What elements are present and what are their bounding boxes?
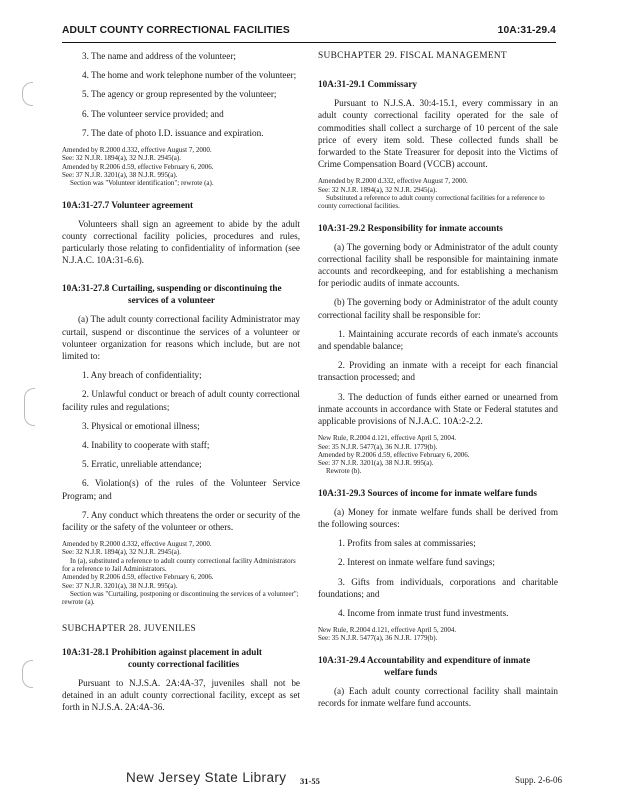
section-body: (a) Each adult county correctional facility shall maintain records for inmate welfare fund accounts. [318, 685, 558, 708]
list-item: 4. The home and work telephone number of the volunteer; [82, 70, 297, 81]
list-item: 3. The deduction of funds either earned or unearned from inmate accounts in accordance with State or Federal statutes and applicable provisions of N.J.A.C. 10A:2-2.2. [318, 391, 558, 427]
section-heading: 10A:31-29.4 Accountability and expenditure of inmate [318, 654, 531, 665]
history-note: In (a), substituted a reference to adult county correctional facility Administrators for a reference to Jail Administrators. [62, 556, 296, 574]
history-note: See: 35 N.J.R. 5477(a), 36 N.J.R. 1779(b). [318, 634, 438, 643]
history-note: Section was "Curtailing, postponing or discontinuing the services of a volunteer"; rewrote (a). [62, 589, 299, 607]
running-header [62, 20, 556, 43]
header-section-number: 10A:31-29.4 [497, 25, 556, 36]
history-note: See: 32 N.J.R. 1894(a), 32 N.J.R. 2945(a). [62, 548, 181, 557]
binder-hole-mark [22, 82, 33, 106]
section-body: (a) The adult county correctional facility Administrator may curtail, suspend or discontinue the services of a volunteer or volunteer organization for reasons which include, but are not limited to: [62, 314, 300, 361]
left-column [62, 50, 300, 713]
section-heading: 10A:31-29.3 Sources of income for inmate welfare funds [318, 487, 537, 498]
history-note: See: 32 N.J.R. 1894(a), 32 N.J.R. 2945(a). [318, 185, 437, 194]
list-item: 7. The date of photo I.D. issuance and expiration. [82, 127, 264, 138]
section-body: (b) The governing body or Administrator of the adult county correctional facility shall be responsible for: [318, 297, 558, 320]
history-note: Amended by R.2006 d.59, effective February 6, 2006. [62, 162, 214, 171]
history-note: See: 35 N.J.R. 5477(a), 36 N.J.R. 1779(b). [318, 442, 438, 451]
history-note: Amended by R.2006 d.59, effective February 6, 2006. [62, 573, 214, 582]
list-item: 6. The volunteer service provided; and [82, 108, 224, 119]
history-note: See: 32 N.J.R. 1894(a), 32 N.J.R. 2945(a). [62, 154, 181, 163]
list-item: 2. Providing an inmate with a receipt for each financial transaction processed; and [318, 360, 558, 383]
section-body: Volunteers shall sign an agreement to abide by the adult county correctional facility policies, procedures and rules, particularly those relating to confidentiality of information (see N.J.A.C. 10A:31-6.6). [62, 218, 300, 266]
section-heading-cont: services of a volunteer [128, 295, 215, 306]
history-note: Section was "Volunteer identification"; rewrote (a). [70, 179, 214, 188]
history-note: Substituted a reference to adult county correctional facilities for a reference to county correctional facilities. [318, 194, 545, 211]
list-item: 2. Unlawful conduct or breach of adult county correctional facility rules and regulations; [62, 389, 300, 412]
subchapter-heading: SUBCHAPTER 28. JUVENILES [62, 623, 197, 634]
section-body: (a) Money for inmate welfare funds shall be derived from the following sources: [318, 506, 558, 529]
list-item: 4. Income from inmate trust fund investments. [338, 607, 509, 618]
section-heading-cont: county correctional facilities [128, 658, 240, 669]
section-heading: 10A:31-29.1 Commissary [318, 79, 418, 90]
section-heading: 10A:31-27.8 Curtailing, suspending or discontinuing the [62, 283, 282, 294]
list-item: 4. Inability to cooperate with staff; [82, 439, 210, 450]
header-title: ADULT COUNTY CORRECTIONAL FACILITIES [62, 25, 290, 36]
history-note: Amended by R.2000 d.332, effective August 7, 2000. [62, 146, 212, 155]
right-column [318, 50, 558, 709]
list-item: 7. Any conduct which threatens the order or security of the facility or the safety of the volunteer or others. [62, 509, 300, 532]
history-note: See: 37 N.J.R. 3201(a), 38 N.J.R. 995(a). [62, 581, 178, 590]
subchapter-heading: SUBCHAPTER 29. FISCAL MANAGEMENT [318, 51, 507, 61]
history-note: New Rule, R.2004 d.121, effective April 5, 2004. [318, 626, 457, 635]
history-note: See: 37 N.J.R. 3201(a), 38 N.J.R. 995(a). [62, 170, 178, 179]
list-item: 3. The name and address of the volunteer; [82, 51, 236, 61]
page-number: 31-55 [300, 776, 320, 786]
history-note: Rewrote (b). [326, 467, 362, 476]
list-item: 6. Violation(s) of the rules of the Volunteer Service Program; and [62, 478, 300, 501]
section-body: Pursuant to N.J.S.A. 30:4-15.1, every commissary in an adult county correctional facility operated for the sale of commodities shall collect a surcharge of 10 percent of the sale price of every item sold. These collected funds shall be forwarded to the State Treasurer for deposit into the Victims of Crime Compensation Board (VCCB) account. [318, 98, 558, 170]
history-note: Amended by R.2000 d.332, effective August 7, 2000. [318, 177, 468, 186]
list-item: 1. Maintaining accurate records of each inmate's accounts and spendable balance; [318, 328, 558, 352]
history-note: See: 37 N.J.R. 3201(a), 38 N.J.R. 995(a). [318, 459, 434, 468]
section-body: Pursuant to N.J.S.A. 2A:4A-37, juveniles shall not be detained in an adult county correctional facility, except as set forth in N.J.S.A. 2A:4A-36. [62, 677, 300, 713]
section-body: (a) The governing body or Administrator of the adult county correctional facility shall be responsible for maintaining inmate accounts and recordkeeping, and for establishing a mechanism for periodic audits of inmate accounts. [318, 241, 558, 289]
list-item: 1. Any breach of confidentiality; [82, 370, 202, 381]
section-heading: 10A:31-29.2 Responsibility for inmate accounts [318, 222, 503, 233]
history-note: New Rule, R.2004 d.121, effective April 5, 2004. [318, 434, 457, 443]
binder-hole-mark [22, 660, 33, 688]
list-item: 3. Physical or emotional illness; [82, 420, 200, 431]
list-item: 1. Profits from sales at commissaries; [338, 538, 476, 549]
section-heading-cont: welfare funds [384, 666, 438, 677]
supplement-date: Supp. 2-6-06 [515, 775, 562, 785]
list-item: 5. Erratic, unreliable attendance; [82, 459, 202, 470]
section-heading: 10A:31-28.1 Prohibition against placement in adult [62, 646, 262, 657]
binder-hole-mark [24, 388, 35, 426]
section-heading: 10A:31-27.7 Volunteer agreement [62, 199, 194, 210]
history-note: Amended by R.2006 d.59, effective February 6, 2006. [318, 450, 470, 459]
list-item: 3. Gifts from individuals, corporations and charitable foundations; and [318, 576, 558, 599]
history-note: Amended by R.2000 d.332, effective August 7, 2000. [62, 540, 212, 549]
list-item: 2. Interest on inmate welfare fund savings; [338, 557, 495, 568]
library-watermark: New Jersey State Library [126, 770, 287, 785]
list-item: 5. The agency or group represented by the volunteer; [82, 89, 277, 100]
